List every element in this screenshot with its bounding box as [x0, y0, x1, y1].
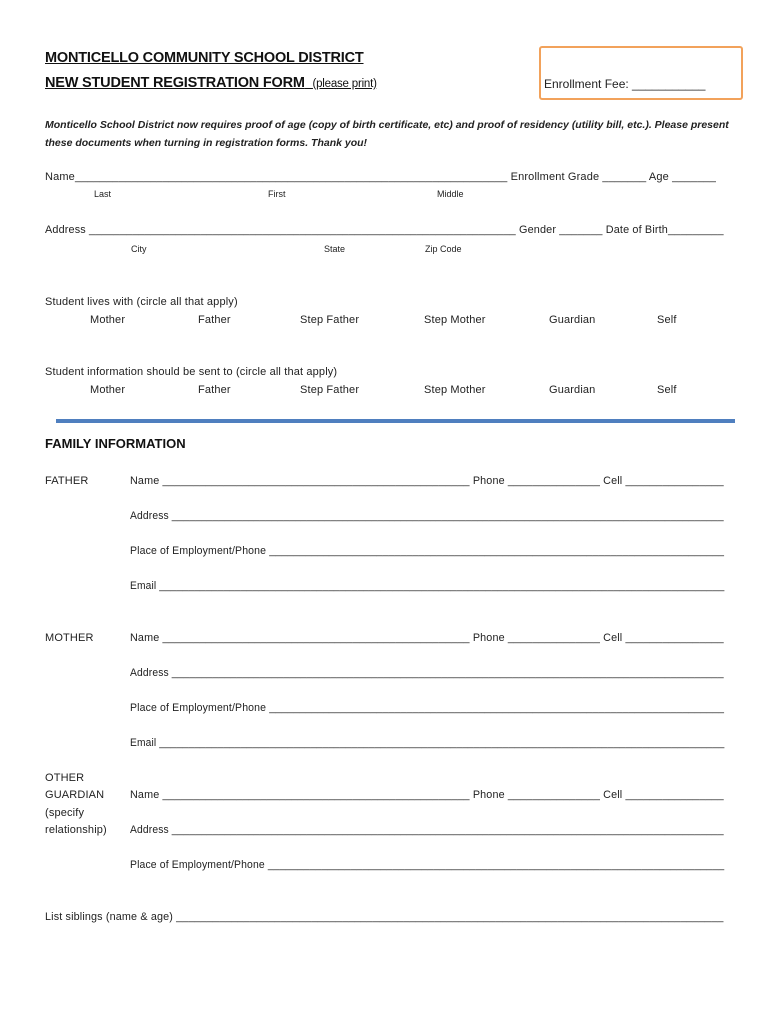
- send-to-step-mother[interactable]: Step Mother: [424, 384, 486, 396]
- mother-employment-line[interactable]: Place of Employment/Phone ____________________________________________________________________________: [130, 702, 725, 714]
- lives-with-step-father[interactable]: Step Father: [300, 314, 360, 326]
- mother-label: MOTHER: [45, 632, 94, 644]
- label-zip: Zip Code: [425, 244, 462, 254]
- other-label-line-4: relationship): [45, 824, 107, 836]
- family-info-title: FAMILY INFORMATION: [45, 436, 186, 451]
- father-employment-line[interactable]: Place of Employment/Phone ____________________________________________________________________________: [130, 545, 725, 557]
- father-email-line[interactable]: Email _________________________________________________________________________________________________: [130, 580, 725, 592]
- other-name-line[interactable]: Name __________________________________________________ Phone _______________ Cell ________________: [130, 789, 724, 801]
- send-to-prompt: Student information should be sent to (circle all that apply): [45, 366, 338, 378]
- father-address-line[interactable]: Address ______________________________________________________________________________________________: [130, 510, 724, 522]
- other-label-line-1: OTHER: [45, 772, 85, 784]
- district-title: MONTICELLO COMMUNITY SCHOOL DISTRICT: [45, 50, 364, 66]
- other-label-line-2: GUARDIAN: [45, 789, 105, 801]
- label-first: First: [268, 189, 286, 199]
- other-employment-line[interactable]: Place of Employment/Phone _____________________________________________________________________________: [130, 859, 725, 871]
- mother-email-line[interactable]: Email _________________________________________________________________________________________________: [130, 737, 725, 749]
- lives-with-guardian[interactable]: Guardian: [549, 314, 596, 326]
- mother-name-line[interactable]: Name __________________________________________________ Phone _______________ Cell ________________: [130, 632, 724, 644]
- label-state: State: [324, 244, 346, 254]
- student-name-line[interactable]: Name_____________________________________________________________________ Enrollment Grade _______ Age _______: [45, 171, 717, 183]
- enrollment-fee-field[interactable]: Enrollment Fee: ___________: [544, 77, 706, 91]
- form-title: [45, 75, 377, 91]
- lives-with-father[interactable]: Father: [198, 314, 231, 326]
- send-to-father[interactable]: Father: [198, 384, 231, 396]
- father-label: FATHER: [45, 475, 89, 487]
- mother-address-line[interactable]: Address ______________________________________________________________________________________________: [130, 667, 724, 679]
- lives-with-step-mother[interactable]: Step Mother: [424, 314, 486, 326]
- enrollment-fee-box: [539, 46, 743, 100]
- student-address-line[interactable]: Address _____________________________________________________________________ Gender _______ Date of Birth_________: [45, 224, 724, 236]
- father-name-line[interactable]: Name __________________________________________________ Phone _______________ Cell ________________: [130, 475, 724, 487]
- section-divider: [56, 419, 735, 423]
- send-to-self[interactable]: Self: [657, 384, 677, 396]
- form-title-text: NEW STUDENT REGISTRATION FORM: [45, 75, 305, 91]
- siblings-line[interactable]: List siblings (name & age) _________________________________________________________________________________________: [45, 911, 724, 923]
- send-to-step-father[interactable]: Step Father: [300, 384, 360, 396]
- other-address-line[interactable]: Address ______________________________________________________________________________________________: [130, 824, 724, 836]
- send-to-mother[interactable]: Mother: [90, 384, 126, 396]
- lives-with-self[interactable]: Self: [657, 314, 677, 326]
- print-note: (please print): [312, 78, 377, 90]
- lives-with-mother[interactable]: Mother: [90, 314, 126, 326]
- send-to-guardian[interactable]: Guardian: [549, 384, 596, 396]
- label-last: Last: [94, 189, 112, 199]
- proof-notice: Monticello School District now requires proof of age (copy of birth certificate, etc) and proof of residency (utility bill, etc.). Please present these documents when turning in registration forms. Thank you!: [45, 119, 729, 149]
- label-city: City: [131, 244, 147, 254]
- other-label-line-3: (specify: [45, 807, 85, 819]
- lives-with-prompt: Student lives with (circle all that apply): [45, 296, 238, 308]
- label-middle: Middle: [437, 189, 464, 199]
